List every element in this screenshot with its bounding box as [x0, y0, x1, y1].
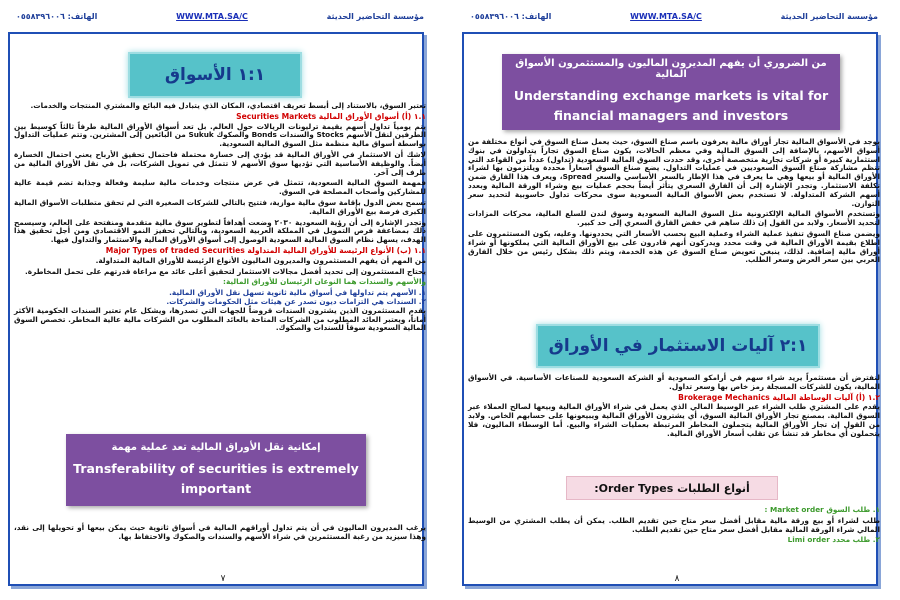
callout-arabic: من الضروري أن يفهم المديرون الماليون والمستثمرون الأسواق المالية — [515, 58, 827, 80]
paragraph: ويضمن صناع السوق تنفيذ عملية الشراء وعملية البيع بحسب الأسعار التي يحددونها. وعليه، يكون المستثمرون على اطلاع بقيمة الأوراق المالية في وقت محدد ويدركون أنهم قادرون على بيع الأوراق المالية التي يملكونها أو شراء أوراق مالية إضافية. لذلك، ينبغي تعويض صناع السوق عن هذه الخدمة، ويتم ذلك بشكل رئيس من خلال الفارق العربي بين سعر العرض وسعر الطلب. — [468, 228, 880, 265]
section-title-investment-mechanics — [536, 324, 820, 368]
order-types-text: أنواع الطلبات Order Types: — [594, 481, 750, 495]
heading-major-types: ١.١ (ب) الأنواع الرئيسة للأوراق المالية المتداولة Major Types of traded Securities — [105, 245, 426, 255]
section-title-markets — [128, 52, 302, 98]
callout-arabic: إمكانية نقل الأوراق المالية تعد عملية مهمة — [111, 441, 321, 453]
paragraph-highlight: والأسهم والسندات هما النوعان الرئيسان للأوراق المالية: — [223, 277, 426, 287]
header-company: مؤسسة التحاضير الحديثة — [326, 12, 424, 21]
order-type-description: طلب لشراء أو بيع ورقة مالية مقابل أفضل سعر متاح حين تقديم الطلب. يمكن أن يطلب المشتري من الوسيط المالي شراء الورقة المالية مقابل أفضل سعر متاح حين تقديم الطلب. — [468, 515, 880, 534]
paragraph: لنفترض أن مستثمراً يريد شراء سهم في أرامكو السعودية أو الشركة السعودية للصناعات الأساسية. في الأسواق المالية، يكون للشركات المسجلة رمز خاص بها وسعر تداول. — [468, 373, 880, 391]
paragraph: فمهمة السوق المالية السعودية، تتمثل في عرض منتجات وخدمات مالية سليمة وفعالة وجذابة تضم قيمة عالية للمشاركين وأصحاب المصلحة في السوق. — [14, 178, 426, 197]
list-item: ٢. السندات هي التزامات ديون تصدر عن هيئات مثل الحكومات والشركات. — [166, 296, 426, 306]
page-header — [16, 12, 424, 26]
paragraph: يوجد في الأسواق المالية تجار أوراق مالية يعرفون باسم صناع السوق، حيث يعمل صناع السوق في أنواع مختلفة من أسواق الأسهم، بالإضافة إلى السوق المالية وفي معظم الحالات، يكون صناع السوق تجاراً يتداولون في بنوك استثمارية كبيرة أو شركات تجارية متخصصة أخرى، وقد حددت السوق المالية السعودية (تداول) عدداً من القواعد التي تنظم مشاركة صناع السوق السعوديين في عمليات التداول. يضع صناع السوق أسعاراً محددة ويلتزمون بها لشراء الأوراق المالية أو بيعها وهي ما يعرف في هذا الإطار بالسعر الأساسي والسعر Spread، ويعرف هذا الفارق ضمن تكلفة الاستثمار. وتجدر الإشارة إلى أن الفارق السعري يتأثر أيضاً بحجم عمليات بيع وشراء الورقة المالية وبعدد أسهم الشركة المتداولة. لا تستخدم بعض الأسواق المالية السعودية سوى محركات تداول حاسوبية لتحديد سعر التوازن. — [468, 137, 880, 208]
page-header — [470, 12, 878, 26]
section-title-text: ٢:١ آليات الاستثمار في الأوراق — [548, 336, 808, 356]
right-page-body-mid — [468, 374, 880, 441]
left-page-footer-text — [14, 524, 426, 544]
order-types-title — [566, 476, 778, 500]
header-company: مؤسسة التحاضير الحديثة — [780, 12, 878, 21]
page-number: ٨ — [674, 574, 680, 584]
header-phone: الهاتف: ٠٥٥٨٣٩٦٠٠٦ — [470, 12, 552, 21]
header-phone: الهاتف: ٠٥٥٨٣٩٦٠٠٦ — [16, 12, 98, 21]
document-page-7 — [4, 6, 442, 594]
order-type-label: ٢. طلب محدد Limi order — [787, 535, 880, 545]
paragraph: يتم يومياً تداول أسهم بقيمة ترليونات الريالات حول العالم. بل تعد أسواق الأوراق المالية طرفاً ثالثاً كوسيط بين الطرفين لنقل الأسهم Stocks والسندات Bonds والصكوك Sukuk من البائعين إلى المشترين. وتتم عمليات التداول بواسطة أسواق مالية منظمة مثل السوق المالية السعودية. — [14, 121, 426, 149]
paragraph: يقدم المستثمرون الذين يشترون السندات قروضاً للجهات التي تصدرها، ويشكل عام تعتبر السندات الحكومية الأكثر أماناً، ويعتبر العائد المطلوب من الشركات المتاحة بالعائد المطلوب من الشركات مالية عالية المخاطر. تخصص السوق المالية السعودية سوقاً للسندات والصكوك. — [14, 305, 426, 333]
list-item: ١. الأسهم يتم تداولها في أسواق مالية ثانوية تسهل نقل الأوراق المالية. — [169, 288, 426, 298]
securities-list — [14, 289, 426, 307]
header-url[interactable]: WWW.MTA.SA/C — [176, 12, 248, 21]
paragraph: من المهم أن يفهم المستثمرون والمديرون الماليون الأنواع الرئيسة للأوراق المالية المتداولة. — [95, 255, 426, 265]
callout-english: Understanding exchange markets is vital for financial managers and investors — [513, 88, 829, 123]
callout-understanding-markets — [502, 54, 840, 130]
callout-transferability — [66, 434, 366, 506]
callout-english: Transferability of securities is extremely important — [73, 460, 359, 496]
page-number: ٧ — [220, 574, 226, 584]
paragraph: وتجدر الإشارة إلى أن رؤية السعودية ٢٠٣٠ وضعت أهدافاً لتطوير سوق مالية متقدمة ومنفتحة على العالم، وسيسمح ذلك بمضاعفة فرص التمويل في المملكة العربية السعودية، وبالتالي تحفيز النمو الاقتصادي ومن أجل تحقيق هذا الهدف، يسهل نظام السوق المالية السعودية الوصول إلى أسواق الأوراق المالية والاستثمار والتداول فيها. — [14, 217, 426, 245]
order-type-label: ١. طلب السوق Market order : — [764, 505, 880, 514]
paragraph: يحتاج المستثمرون إلى تحديد أفضل مجالات الاستثمار لتحقيق أعلى عائد مع مراعاة قدرتهم على تحمل المخاطرة. — [25, 266, 426, 276]
section-title-text: ١:١ الأسواق — [164, 65, 266, 85]
heading-securities-markets: ١.١ (أ) أسواق الأوراق المالية Securities Markets — [236, 111, 426, 121]
intro-paragraph: تعتبر السوق، بالاستناد إلى أبسط تعريف اقتصادي، المكان الذي يتبادل فيه البائع والمشتري المنتجات والخدمات. — [30, 101, 426, 110]
paragraph: يقدم على المشتري طلب الشراء عبر الوسيط المالي الذي يعمل في شراء الأوراق المالية وبيعها لصالح العملاء عبر السوق المالية. بمصنع تجار الأوراق المالية السوق، أي يشترون الأوراق المالية ويبيعونها على حسابهم الخاص. ولابد من القول إن تجار الأوراق المالية يتحملون المخاطر المرتبطة بعمليات الشراء والبيع. أما الوسطاء الماليون، فلا يتحملون أي مخاطر قد تنشأ عن تقلب أسعار الأوراق المالية. — [468, 402, 880, 438]
paragraph: يرغب المديرون الماليون في أن يتم تداول أوراقهم المالية في أسواق ثانوية حيث يمكن بيعها أو تحويلها إلى نقد، وهذا سيزيد من رغبة المستثمرين في شراء الأسهم والسندات والصكوك والاحتفاظ بها. — [14, 523, 426, 541]
heading-brokerage-mechanics: ١.٢ (أ) آليات الوساطة المالية Brokerage Mechanics — [678, 392, 880, 402]
order-types-list — [468, 506, 880, 547]
paragraph: لاشك أن الاستثمار في الأوراق المالية قد يؤدي إلى خسارة محتملة فاحتمال تحقيق الأرباح يعني احتمال الخسارة أيضاً. والوظيفة الأساسية التي تؤديها سوق الأسهم لا تتمثل في تمويل الشركات، بل في نقل الأوراق المالية من طرف إلى آخر. — [14, 149, 426, 177]
right-page-body-top — [468, 138, 880, 267]
document-page-8 — [458, 6, 896, 594]
left-page-body — [14, 102, 426, 335]
header-url[interactable]: WWW.MTA.SA/C — [630, 12, 702, 21]
paragraph: تسمح بعض الدول بإقامة سوق مالية موازية، فتتيح بالتالي للشركات الصغيرة التي لم تحقق متطلبات الأسواق المالية الكبرى فرصة بيع الأوراق المالية. — [14, 197, 426, 216]
paragraph: وتستخدم الأسواق المالية الإلكترونية مثل السوق المالية السعودية وسوق لندن للسلع المالية، محركات المزادات لتحديد الأسعار. ولابد من القول إن ذلك ساهم في خفض الفارق السعري إلى حد كبير. — [468, 209, 880, 228]
